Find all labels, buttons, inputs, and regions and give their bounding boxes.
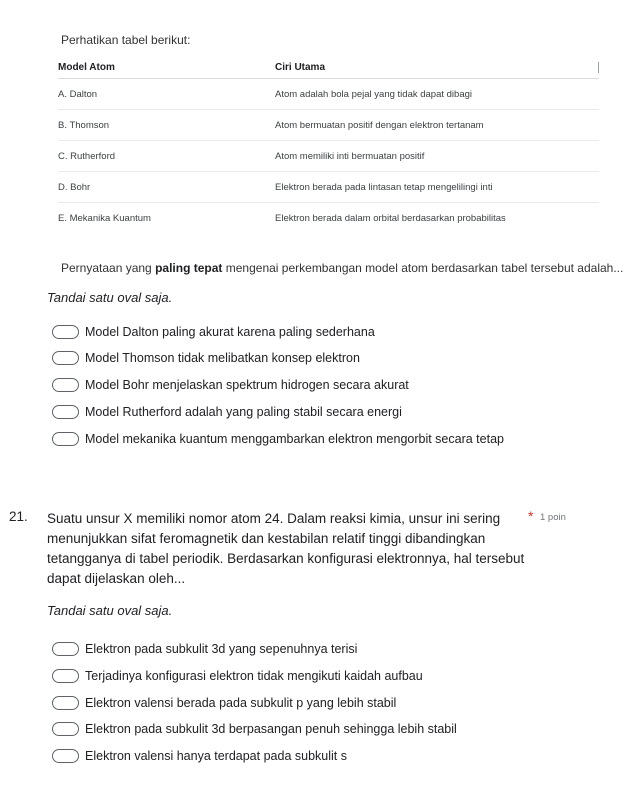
table-cell: A. Dalton [58, 79, 275, 110]
table-cell: B. Thomson [58, 110, 275, 141]
radio-oval[interactable] [52, 325, 79, 339]
column-header: Ciri Utama [275, 57, 599, 79]
option-label: Model Dalton paling akurat karena paling sederhana [85, 325, 375, 339]
column-header: Model Atom [58, 57, 275, 79]
radio-oval[interactable] [52, 642, 79, 656]
radio-oval[interactable] [52, 351, 79, 365]
radio-option[interactable] [52, 746, 347, 766]
table-cell: C. Rutherford [58, 141, 275, 172]
radio-oval[interactable] [52, 432, 79, 446]
radio-oval[interactable] [52, 405, 79, 419]
option-label: Elektron pada subkulit 3d yang sepenuhnya terisi [85, 642, 358, 656]
answer-hint: Tandai satu oval saja. [47, 603, 173, 618]
table-row [58, 172, 599, 203]
radio-option[interactable] [52, 322, 375, 342]
radio-oval[interactable] [52, 722, 79, 736]
radio-oval[interactable] [52, 378, 79, 392]
radio-option[interactable] [52, 693, 396, 713]
question-number: 21. [9, 509, 28, 524]
atom-model-table [58, 57, 599, 233]
table-row [58, 141, 599, 172]
radio-option[interactable] [52, 375, 409, 395]
statement-emphasis: paling tepat [155, 261, 223, 275]
statement-text: Pernyataan yang [61, 261, 156, 275]
radio-oval[interactable] [52, 696, 79, 710]
table-cell: Atom bermuatan positif dengan elektron tertanam [275, 110, 599, 141]
option-label: Model Bohr menjelaskan spektrum hidrogen secara akurat [85, 378, 409, 392]
option-label: Elektron pada subkulit 3d berpasangan penuh sehingga lebih stabil [85, 722, 457, 736]
option-label: Model Thomson tidak melibatkan konsep elektron [85, 351, 360, 365]
radio-option[interactable] [52, 719, 457, 739]
table-cell: Atom adalah bola pejal yang tidak dapat dibagi [275, 79, 599, 110]
table-header-row [58, 57, 599, 79]
table-cell: D. Bohr [58, 172, 275, 203]
option-label: Elektron valensi hanya terdapat pada subkulit s [85, 749, 347, 763]
statement-text: mengenai perkembangan model atom berdasarkan tabel tersebut adalah... [222, 261, 624, 275]
option-label: Terjadinya konfigurasi elektron tidak mengikuti kaidah aufbau [85, 669, 423, 683]
radio-option[interactable] [52, 666, 423, 686]
radio-oval[interactable] [52, 749, 79, 763]
required-asterisk: * [528, 508, 534, 524]
table-intro: Perhatikan tabel berikut: [61, 33, 191, 47]
table-cell: Atom memiliki inti bermuatan positif [275, 141, 599, 172]
option-label: Model Rutherford adalah yang paling stabil secara energi [85, 405, 402, 419]
radio-oval[interactable] [52, 669, 79, 683]
option-label: Elektron valensi berada pada subkulit p yang lebih stabil [85, 696, 397, 710]
radio-option[interactable] [52, 348, 360, 368]
table-cell: Elektron berada pada lintasan tetap mengelilingi inti [275, 172, 599, 203]
option-label: Model mekanika kuantum menggambarkan elektron mengorbit secara tetap [85, 432, 504, 446]
table-row [58, 110, 599, 141]
radio-option[interactable] [52, 639, 357, 659]
table-row [58, 79, 599, 110]
question-statement [61, 261, 623, 275]
points-label: 1 poin [540, 512, 566, 523]
table-cell: Elektron berada dalam orbital berdasarkan probabilitas [275, 212, 506, 224]
radio-option[interactable] [52, 429, 504, 449]
radio-option[interactable] [52, 402, 402, 422]
answer-hint: Tandai satu oval saja. [47, 290, 173, 305]
question-text: Suatu unsur X memiliki nomor atom 24. Dalam reaksi kimia, unsur ini sering menunjukkan sifat feromagnetik dan kestabilan relatif tinggi dibandingkan tetangganya di tabel periodik. Berdasarkan konfigurasi elektronnya, hal tersebut dapat dijelaskan oleh... [47, 511, 525, 586]
table-edge-line [598, 62, 599, 73]
table-cell: E. Mekanika Kuantum [58, 212, 151, 224]
table-row [58, 203, 599, 234]
